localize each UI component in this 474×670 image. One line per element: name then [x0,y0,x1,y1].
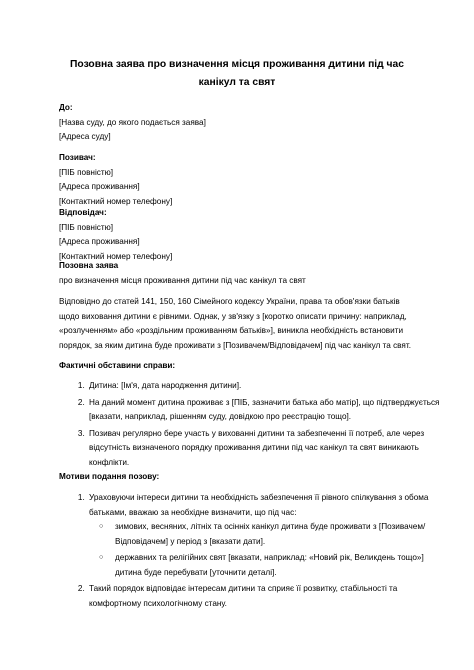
list-item [87,491,447,580]
claim-block [59,259,419,288]
motives-sublist [89,520,447,580]
plaintiff-heading: Позивач: [59,153,96,162]
defendant-block [59,206,419,264]
defendant-address: [Адреса проживання] [59,237,140,246]
motives-item-text: Ураховуючи інтереси дитини та необхідність забезпечення її рівного спілкування з обома батьками, вважаю за необхідне визначити, що під час: [89,493,429,517]
list-item: 3. Позивач регулярно бере участь у вихованні дитини та забезпеченні її потреб, але через відсутність визначеного порядку проживання дитини під час канікул та свят виникають конфлікти. [87,427,447,471]
defendant-name: [ПІБ повністю] [59,222,114,232]
sublist-item: ○ зимових, весняних, літніх та осінніх канікул дитина буде проживати з [Позивачем/Відповідачем] у період з [вказати дати]. [113,520,447,549]
list-item: 2. На даний момент дитина проживає з [ПІБ, зазначити батька або матір], що підтверджується [вказати, наприклад, рішенням суду, довідкою про реєстрацію тощо]. [87,396,447,425]
sublist-item: ○ державних та релігійних свят [вказати, наприклад: «Новий рік, Великдень тощо»] дитина буде перебувати [уточнити деталі]. [113,551,447,580]
plaintiff-block [59,151,419,209]
intro-paragraph: Відповідно до статей 141, 150, 160 Сімейного кодексу України, права та обов'язки батьків щодо виховання дитини є рівними. Однак, у зв'язку з [коротко описати причину: наприклад, «розлученням» або «роздільним проживанням батьків»], виникла необхідність встановити порядок, за яким дитина буде проживати з [Позивачем/Відповідачем] під час канікул та свят. [59,297,411,350]
list-item: 2. Такий порядок відповідає інтересам дитини та сприяє її розвитку, стабільності та комфортному психологічному стану. [87,582,447,611]
motives-heading: Мотиви подання позову: [59,472,160,481]
plaintiff-address: [Адреса проживання] [59,182,140,191]
plaintiff-name: [ПІБ повністю] [59,167,114,177]
document-title: Позовна заява про визначення місця проживання дитини під час канікул та свят [70,59,404,88]
court-block [59,101,419,145]
list-item: 1. Дитина: [Ім'я, дата народження дитини]. [87,379,447,394]
motives-list [59,491,447,611]
court-name: [Назва суду, до якого подається заява] [59,117,206,127]
plaintiff-phone: [Контактний номер телефону] [59,196,173,206]
defendant-phone: [Контактний номер телефону] [59,251,173,261]
facts-heading: Фактичні обставини справи: [59,361,176,370]
court-heading: До: [59,103,73,112]
facts-list [59,379,447,470]
court-address: [Адреса суду] [59,132,111,141]
defendant-heading: Відповідач: [59,208,107,217]
claim-heading: Позовна заява [59,261,119,270]
claim-subheading: про визначення місця проживання дитини під час канікул та свят [59,275,306,285]
